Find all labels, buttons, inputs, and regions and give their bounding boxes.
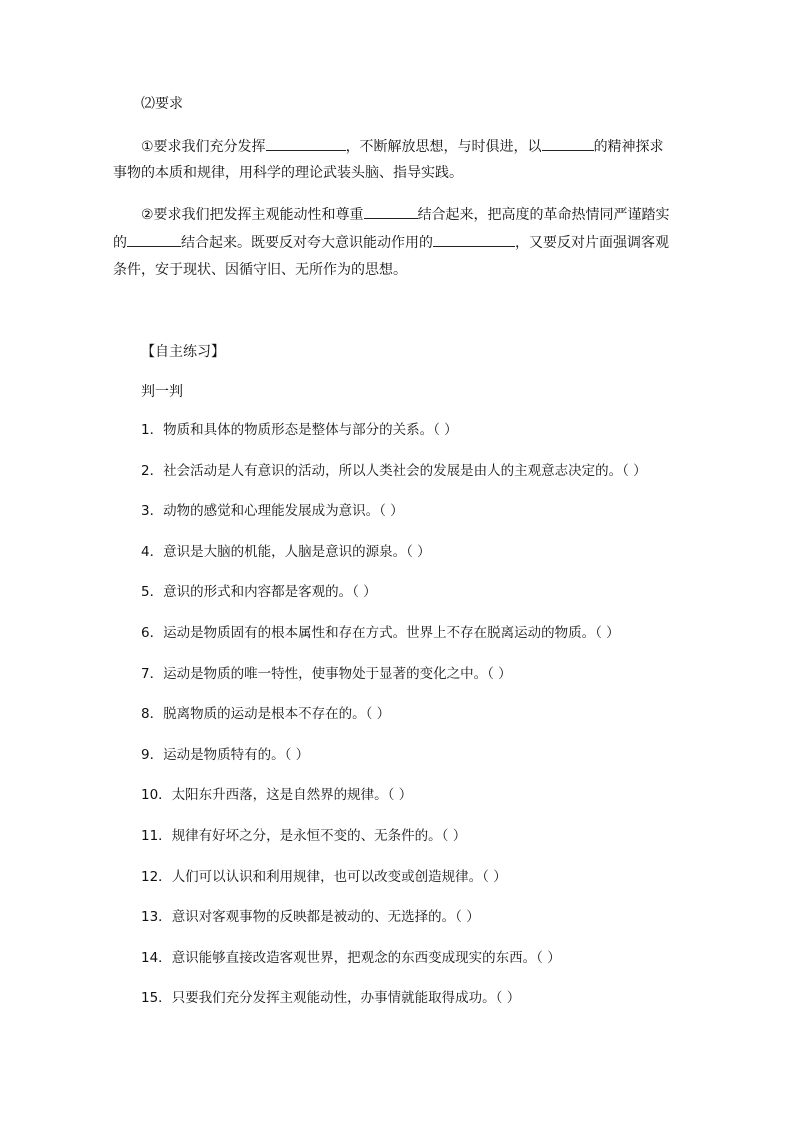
question-item	[141, 745, 309, 765]
question-text: 规律有好坏之分，是永恒不变的、无条件的。（ ）	[171, 828, 467, 844]
question-text: 动物的感觉和心理能发展成为意识。（ ）	[163, 503, 404, 519]
question-number: 2．	[141, 463, 164, 479]
question-item	[141, 501, 404, 521]
question-item	[141, 664, 512, 684]
question-text: 意识的形式和内容都是客观的。（ ）	[163, 584, 377, 600]
question-text: 意识能够直接改造客观世界，把观念的东西变成现实的东西。（ ）	[171, 950, 561, 966]
question-number: 6．	[141, 625, 164, 641]
question-number: 5．	[141, 584, 164, 600]
question-item	[141, 867, 507, 887]
question-text: 运动是物质的唯一特性，使事物处于显著的变化之中。（ ）	[163, 666, 512, 682]
question-item	[141, 826, 466, 846]
fill-blank-2[interactable]	[542, 136, 594, 151]
para2-text-a: ②要求我们把发挥主观能动性和尊重	[141, 207, 364, 223]
fill-blank-5[interactable]	[433, 232, 515, 247]
question-number: 7．	[141, 666, 164, 682]
question-text: 太阳东升西落，这是自然界的规律。（ ）	[171, 787, 413, 803]
question-number: 13．	[141, 909, 172, 925]
question-text: 社会活动是人有意识的活动，所以人类社会的发展是由人的主观意志决定的。（ ）	[163, 463, 647, 479]
question-number: 4．	[141, 544, 164, 560]
para2-text-b: 结合起来，把高度的革命热情同严谨踏实	[417, 207, 670, 223]
paragraph-2-line-2	[113, 232, 669, 253]
question-number: 9．	[141, 747, 164, 763]
question-text: 运动是物质固有的根本属性和存在方式。世界上不存在脱离运动的物质。（ ）	[163, 625, 620, 641]
question-text: 意识对客观事物的反映都是被动的、无选择的。（ ）	[171, 909, 480, 925]
question-item	[141, 704, 390, 724]
paragraph-2-line-3: 条件，安于现状、因循守旧、无所作为的思想。	[113, 262, 407, 278]
question-item	[141, 420, 458, 440]
question-number: 1．	[141, 422, 164, 438]
question-number: 3．	[141, 503, 164, 519]
question-text: 意识是大脑的机能，人脑是意识的源泉。（ ）	[163, 544, 431, 560]
para2-text-e: ，又要反对片面强调客观	[515, 235, 669, 251]
question-item	[141, 988, 520, 1008]
section-heading: ⑵要求	[141, 96, 183, 112]
question-text: 人们可以认识和利用规律，也可以改变或创造规律。（ ）	[171, 869, 507, 885]
question-item	[141, 785, 412, 805]
fill-blank-1[interactable]	[266, 136, 346, 151]
question-item	[141, 582, 377, 602]
question-item	[141, 907, 480, 927]
para2-text-c: 的	[113, 235, 127, 251]
question-number: 14．	[141, 950, 172, 966]
paragraph-2-line-1	[141, 204, 670, 225]
para2-text-d: 结合起来。既要反对夸大意识能动作用的	[181, 235, 433, 251]
para1-text-c: 的精神探求	[593, 139, 664, 155]
fill-blank-3[interactable]	[364, 204, 418, 219]
paragraph-1-line-2: 事物的本质和规律，用科学的理论武装头脑、指导实践。	[113, 165, 463, 181]
judge-heading: 判一判	[141, 384, 183, 400]
question-text: 运动是物质特有的。（ ）	[163, 747, 310, 763]
question-text: 只要我们充分发挥主观能动性，办事情就能取得成功。（ ）	[171, 990, 521, 1006]
practice-heading: 【自主练习】	[141, 344, 225, 360]
question-number: 11．	[141, 828, 172, 844]
question-item	[141, 948, 561, 968]
question-number: 15．	[141, 990, 172, 1006]
question-item	[141, 461, 647, 481]
paragraph-1-line-1	[141, 136, 664, 157]
para1-text-a: ①要求我们充分发挥	[141, 139, 266, 155]
para1-text-b: ，不断解放思想，与时俱进，以	[345, 139, 542, 155]
question-number: 12．	[141, 869, 172, 885]
question-item	[141, 623, 620, 643]
question-number: 8．	[141, 706, 164, 722]
question-item	[141, 542, 431, 562]
question-number: 10．	[141, 787, 172, 803]
question-text: 物质和具体的物质形态是整体与部分的关系。（ ）	[163, 422, 458, 438]
fill-blank-4[interactable]	[127, 232, 181, 247]
question-text: 脱离物质的运动是根本不存在的。（ ）	[163, 706, 391, 722]
